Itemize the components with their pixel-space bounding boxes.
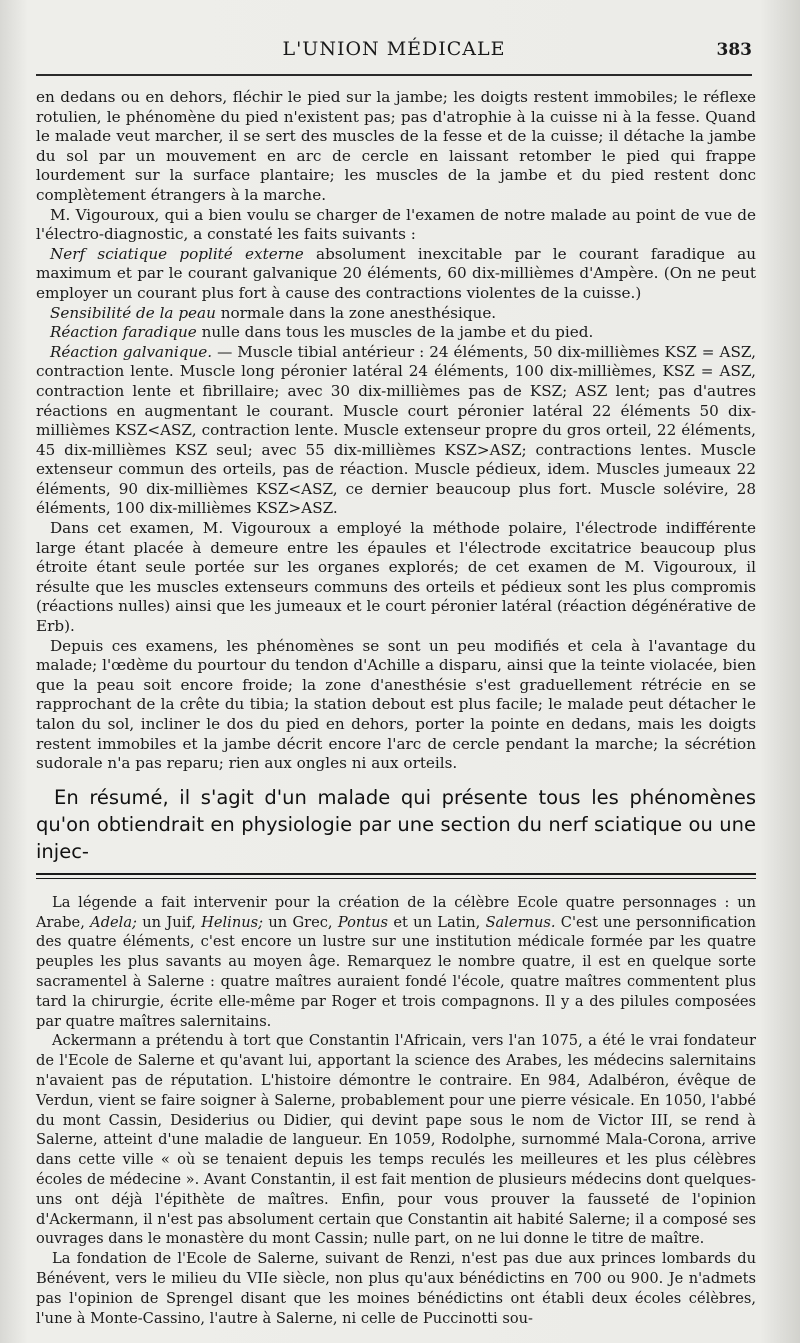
summary-text — [36, 784, 756, 865]
page-number: 383 — [716, 40, 752, 60]
paragraph — [36, 323, 756, 343]
paragraph: M. Vigouroux, qui a bien voulu se charger de l'examen de notre malade au point de vue de l'électro-diagnostic, a constaté les faits suivants : — [36, 205, 756, 244]
paragraph-text: absolument inexcitable par le courant faradique au maximum et par le courant galvanique 20 éléments, 60 dix-millièmes d'Ampère. (On ne peut employer un courant plus fort à cause des contractions violentes de la cuisse.) — [36, 244, 756, 302]
paragraph — [36, 343, 756, 519]
text-run: un Juif, — [142, 913, 196, 931]
summary-paragraph: En résumé, il s'agit d'un malade qui présente tous les phénomènes qu'on obtiendrait en physiologie par une section du nerf sciatique ou une injec- — [36, 785, 756, 863]
paragraph: La fondation de l'Ecole de Salerne, suivant de Renzi, n'est pas due aux princes lombards du Bénévent, vers le milieu du VIIe siècle, non plus qu'aux bénédictins en 700 ou 900. Je n'admets pas l'opinion de Sprengel disant que les moines bénédictins ont établi deux écoles célèbres, l'une à Monte-Cassino, l'autre à Salerne, ni celle de Puccinotti sou- — [36, 1250, 756, 1327]
paragraph: Ackermann a prétendu à tort que Constantin l'Africain, vers l'an 1075, a été le vrai fondateur de l'Ecole de Salerne et qu'avant lui, apportant la science des Arabes, les médecins salernitains n'avaient pas de réputation. L'histoire démontre le contraire. En 984, Adalbéron, évêque de Verdun, vient se faire soigner à Salerne, probablement pour une pierre vésicale. En 1050, l'abbé du mont Cassin, Desiderius ou Didier, qui devint pape sous le nom de Victor III, se rend à Salerne, atteint d'une maladie de langueur. En 1059, Rodolphe, surnommé Mala-Corona, arrive dans cette ville « où se tenaient depuis les temps reculés les meilleures et les plus célèbres écoles de médecine ». Avant Constantin, il est fait mention de plusieurs médecins dont quelques-uns ont déjà l'épithète de maîtres. Enfin, pour vous prouver la fausseté de l'opinion d'Ackermann, il n'est pas absolument certain que Constantin ait habité Salerne; il a composé ses ouvrages dans le monastère du mont Cassin; nulle part, on ne lui donne le titre de maître. — [36, 1032, 756, 1248]
text-run: La légende a fait intervenir pour la création de la célèbre Ecole quatre personnages : un Arabe, — [36, 893, 756, 931]
paragraph-text: — Muscle tibial antérieur : 24 éléments, 50 dix-millièmes KSZ = ASZ, contraction lente. Muscle long péronier latéral 24 éléments, 100 dix-millièmes, KSZ = ASZ, contraction lente et fibrillaire; avec 30 dix-millièmes pas de KSZ; ASZ lent; pas d'autres réactions en augmentant le courant. Muscle court péronier latéral 22 éléments 50 dix-millièmes KSZ<ASZ, contraction lente. Muscle extenseur propre du gros orteil, 22 éléments, 45 dix-millièmes KSZ seul; avec 55 dix-millièmes KSZ>ASZ; contractions lentes. Muscle extenseur commun des orteils, pas de réaction. Muscle pédieux, idem. Muscles jumeaux 22 éléments, 90 dix-millièmes KSZ<ASZ, ce dernier beaucoup plus fort. Muscle solévire, 28 éléments, 100 dix-millièmes KSZ>ASZ. — [36, 342, 756, 518]
paragraph: en dedans ou en dehors, fléchir le pied sur la jambe; les doigts restent immobiles; le réflexe rotulien, le phénomène du pied n'existent pas; pas d'atrophie à la cuisse ni à la fesse. Quand le malade veut marcher, il se sert des muscles de la fesse et de la cuisse; il détache la jambe du sol par un mouvement en arc de cercle en laissant retomber le pied qui frappe lourdement sur la surface plantaire; les muscles de la jambe et du pied restent donc complètement étrangers à la marche. — [36, 88, 756, 204]
feuilleton-text — [36, 893, 756, 1329]
paragraph-text: normale dans la zone anesthésique. — [220, 303, 497, 322]
double-rule-divider — [36, 873, 756, 879]
text-run: C'est une personnification des quatre éléments, c'est encore un lustre sur une institution médicale formée par les quatre peuples les plus savants au moyen âge. Remarquez le nombre quatre, il est en quelque sorte sacramentel à Salerne : quatre maîtres auraient fondé l'école, quatre maîtres commentent plus tard la chirurgie, écrite elle-même par Roger et trois compagnons. Il y a des pilules composées par quatre maîtres salernitains. — [36, 913, 757, 1030]
text-run: un Grec, — [268, 913, 333, 931]
lead-term-faradique: Réaction faradique — [50, 323, 197, 342]
journal-title: L'UNION MÉDICALE — [282, 38, 506, 60]
main-text — [36, 88, 756, 774]
paragraph: Dans cet examen, M. Vigouroux a employé la méthode polaire, l'électrode indifférente large étant placée à demeure entre les épaules et l'électrode excitatrice beaucoup plus étroite étant seule portée sur les organes explorés; de cet examen de M. Vigouroux, il résulte que les muscles extenseurs communs des orteils et pédieux sont les plus compromis (réactions nulles) ainsi que les jumeaux et le court péronier latéral (réaction dégénérative de Erb). — [36, 519, 756, 636]
paragraph — [36, 893, 756, 1032]
paragraph-text: nulle dans tous les muscles de la jambe et du pied. — [201, 323, 594, 342]
text-run: et un Latin, — [393, 913, 481, 931]
lead-term-sensibilite: Sensibilité de la peau — [50, 303, 216, 322]
name-salernus: Salernus. — [485, 913, 556, 931]
lead-term-galvanique: Réaction galvanique. — [50, 342, 213, 361]
lead-term-nerf: Nerf sciatique poplité externe — [50, 244, 304, 263]
paragraph: Depuis ces examens, les phénomènes se sont un peu modifiés et cela à l'avantage du malade; l'œdème du pourtour du tendon d'Achille a disparu, ainsi que la teinte violacée, bien que la peau soit encore froide; la zone d'anesthésie s'est graduellement rétrécie en se rapprochant de la crête du tibia; la station debout est plus facile; le malade peut détacher le talon du sol, incliner le dos du pied en dehors, porter la pointe en dedans, mais les doigts restent immobiles et la jambe décrit encore l'arc de cercle pendant la marche; la sécrétion sudorale n'a pas reparu; rien aux ongles ni aux orteils. — [36, 636, 756, 773]
name-helinus: Helinus; — [201, 913, 264, 931]
paragraph — [36, 245, 756, 304]
running-head — [36, 0, 752, 76]
paragraph — [36, 304, 756, 324]
name-pontus: Pontus — [337, 913, 389, 931]
name-adela: Adela; — [90, 913, 137, 931]
